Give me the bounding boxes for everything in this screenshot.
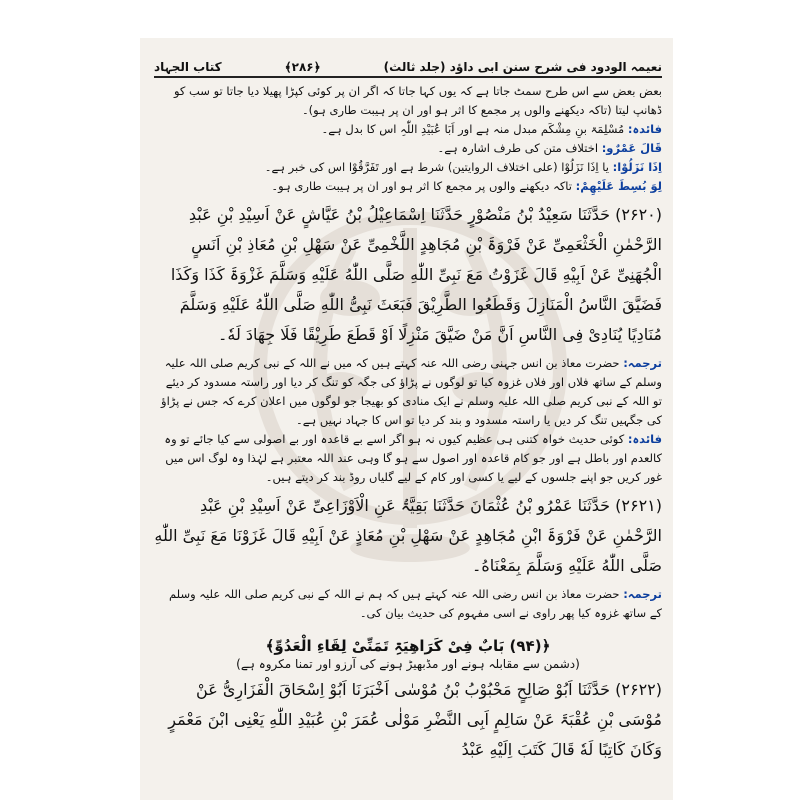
hadith-2622: (۲۶۲۲) حَدَّثَنَا اَبُوْ صَالِحٍ مَحْبُوْبُ بْنُ مُوْسٰی اَخْبَرَنَا اَبُوْ اِسْحَاقَ الْفَزَارِیُّ عَنْ مُوْسَی بْنِ عُقْبَۃَ عَنْ سَالِمٍ اَبِی النَّضْرِ مَوْلٰی عُمَرَ بْنِ عُبَیْدِ اللّٰهِ یَعْنِی ابْنَ مَعْمَرٍ وَکَانَ کَاتِبًا لَهٗ قَالَ کَتَبَ اِلَیْهِ عَبْدُ (168, 680, 662, 759)
chapter-title: ﴿(۹۴) بَابٌ فِیْ کَرَاهِیَۃِ تَمَنِّیْ لِقَاءِ الْعَدُوِّ﴾ (265, 637, 551, 655)
note-2: قَالَ عَمْرٌو: اختلاف متن کی طرف اشارہ ہے۔ (437, 141, 662, 155)
hadith-2620: (۲۶۲۰) حَدَّثَنَا سَعِیْدُ بْنُ مَنْصُوْرٍ حَدَّثَنَا اِسْمَاعِیْلُ بْنُ عَیَّاشٍ عَنْ اَسِیْدِ بْنِ عَبْدِ الرَّحْمٰنِ الْخَثْعَمِیِّ عَنْ فَرْوَۃَ بْنِ مُجَاهِدٍ اللَّخْمِیِّ عَنْ سَهْلِ بْنِ مُعَاذِ بْنِ اَنَسٍ الْجُهَنِیِّ عَنْ اَبِیْهِ قَالَ غَزَوْتُ مَعَ نَبِیِّ اللّٰهِ صَلَّی اللّٰهُ عَلَیْهِ وَسَلَّمَ غَزْوَۃَ کَذَا وَکَذَا فَضَیَّقَ النَّاسُ الْمَنَازِلَ وَقَطَعُوا الطَّرِیْقَ فَبَعَثَ نَبِیُّ اللّٰهِ صَلَّی اللّٰهُ عَلَیْهِ وَسَلَّمَ مُنَادِیًا یُنَادِیْ فِی النَّاسِ اَنَّ مَنْ ضَیَّقَ مَنْزِلًا اَوْ قَطَعَ طَرِیْقًا فَلَا جِهَادَ لَهٗ۔ (170, 205, 662, 344)
note-4: لِوَ بُسِطَ عَلَیْهِمْ: تاکہ دیکھنے والوں پر مجمع کا اثر ہو اور ان پر ہیبت طاری ہو۔ (271, 179, 662, 193)
running-header (154, 60, 662, 78)
header-book: کتاب الجہاد (154, 60, 222, 74)
page-content (154, 60, 662, 769)
benefit-2620: فائدہ: کوئی حدیث خواہ کتنی ہی عظیم کیوں نہ ہو اگر اسے بے قاعدہ اور بے اصولی سے کیا جائے تو وہ کالعدم اور باطل ہے اور جو کام قاعدہ اور اصول سے ہو گا وہی عند اللہ معتبر ہے لہٰذا وہ لوگ اس میں غور کریں جو اپنے جلسوں کے لیے یا کسی اور کام کے لیے گلیاں روڈ بند کر دیتے ہیں۔ (164, 432, 662, 484)
chapter-subtitle: (دشمن سے مقابلہ ہونے اور مڈبھیڑ ہونے کی آرزو اور تمنا مکروہ ہے) (236, 657, 580, 671)
scanned-page (140, 38, 673, 800)
page-number: ﴿۲۸۶﴾ (284, 60, 321, 74)
translation-2620: ترجمہ: حضرت معاذ بن انس جہنی رضی اللہ عنہ کہتے ہیں کہ میں نے اللہ کے نبی کریم صلی اللہ علیہ وسلم کے ساتھ فلاں اور فلاں غزوہ کیا تو لوگوں نے پڑاؤ کی جگہ کو تنگ کر دیا اور راستہ مسدود کر دیئے تو اللہ کے نبی کریم صلی اللہ علیہ وسلم نے ایک منادی کو بھیجا جو لوگوں میں اعلان کرے کہ جس نے پڑاؤ کی جگہیں تنگ کر دیں یا راستہ مسدود و بند کر دیا تو اس کا جہاد نہیں ہے۔ (161, 356, 662, 427)
note-3: اِذَا نَزَلُوْا: یا اِذَا نَزَلُوْا (علی اختلاف الروایتین) شرط ہے اور تَفَرَّقُوْا اس کی خبر ہے۔ (264, 160, 662, 174)
translation-2621: ترجمہ: حضرت معاذ بن انس رضی اللہ عنہ کہتے ہیں کہ ہم نے اللہ کے نبی کریم صلی اللہ علیہ وسلم کے ساتھ غزوہ کیا پھر راوی نے اسی مفہوم کی حدیث بیان کی۔ (169, 587, 662, 620)
header-title: نعیمہ الودود فی شرح سنن ابی داؤد (جلد ثالث) (383, 60, 662, 74)
intro-line: بعض بعض سے اس طرح سمٹ جاتا ہے کہ یوں کہا جاتا کہ اگر ان پر کوئی کپڑا پھیلا دیا جاتا تو سب کو ڈھانپ لیتا (تاکہ دیکھنے والوں پر مجمع کا اثر ہو اور ان پر ہیبت طاری ہو)۔ (173, 84, 662, 117)
note-1: فائدہ: مُسْلِمَۃ بنِ مِشْکَم مبدل منہ ہے اور اَبَا عُبَیْدِ اللّٰہِ اس کا بدل ہے۔ (321, 122, 662, 136)
hadith-2621: (۲۶۲۱) حَدَّثَنَا عَمْرُو بْنُ عُثْمَانَ حَدَّثَنَا بَقِیَّۃُ عَنِ الْاَوْزَاعِیِّ عَنْ اَسِیْدِ بْنِ عَبْدِ الرَّحْمٰنِ عَنْ فَرْوَۃَ ابْنِ مُجَاهِدٍ عَنْ سَهْلِ بْنِ مُعَاذٍ عَنْ اَبِیْهِ قَالَ غَزَوْنَا مَعَ نَبِیِّ اللّٰهِ صَلَّی اللّٰهُ عَلَیْهِ وَسَلَّمَ بِمَعْنَاهُ۔ (154, 496, 662, 575)
